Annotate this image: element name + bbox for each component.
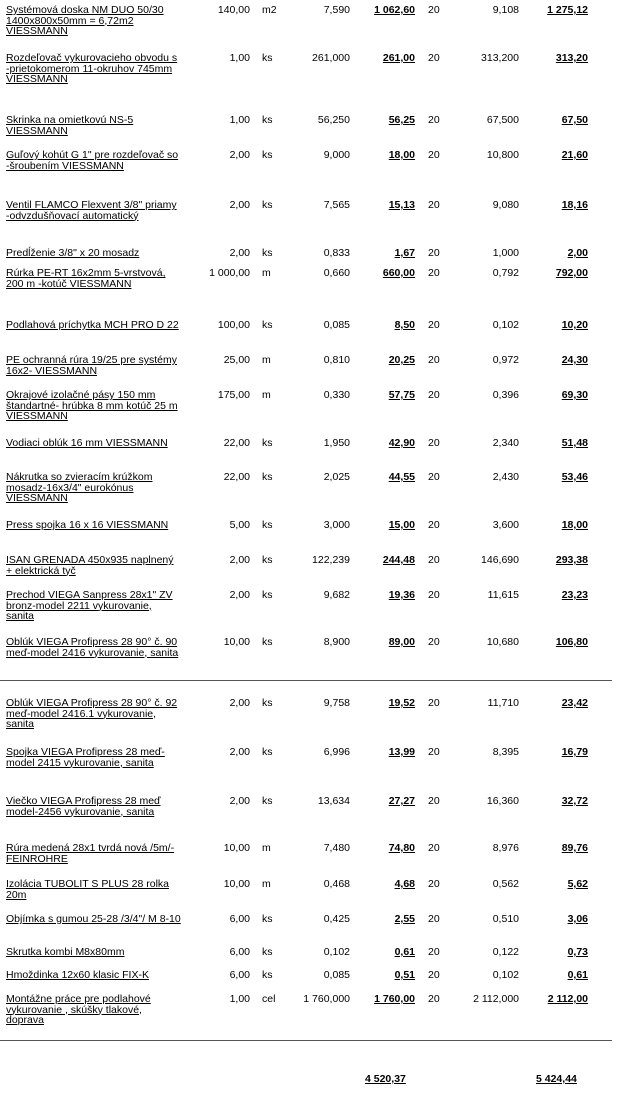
item-total-vat: 51,48 — [561, 437, 588, 449]
item-unit-price-vat: 313,200 — [481, 52, 519, 64]
item-unit: cel — [262, 993, 276, 1005]
item-quantity: 2,00 — [229, 554, 250, 566]
item-unit-price-vat: 2,340 — [492, 437, 519, 449]
item-unit-price: 0,102 — [323, 946, 350, 958]
item-unit-price-vat: 0,122 — [492, 946, 519, 958]
item-quantity: 22,00 — [223, 471, 250, 483]
item-name: Rúra medená 28x1 tvrdá nová /5m/-FEINROHRE — [6, 842, 175, 865]
item-name: Guľový kohút G 1" pre rozdeľovač so -šroubením VIESSMANN — [6, 149, 179, 172]
item-name: ISAN GRENADA 450x935 naplnený + elektrická tyč — [6, 554, 174, 577]
item-unit: ks — [262, 795, 273, 807]
item-total-vat: 24,30 — [561, 354, 588, 366]
item-total-vat: 10,20 — [561, 319, 588, 331]
totals-separator-line — [0, 1040, 612, 1041]
item-total: 27,27 — [388, 795, 415, 807]
item-quantity: 2,00 — [229, 149, 250, 161]
item-unit-price: 9,000 — [323, 149, 350, 161]
item-unit-price-vat: 11,710 — [487, 697, 519, 709]
item-vat-rate: 20 — [428, 319, 440, 331]
item-vat-rate: 20 — [428, 519, 440, 531]
item-unit-price-vat: 0,396 — [492, 389, 519, 401]
item-name: PE ochranná rúra 19/25 pre systémy 16x2- VIESSMANN — [6, 354, 178, 377]
item-name: Montážne práce pre podlahové vykurovanie , skúšky tlakové, doprava — [6, 993, 151, 1026]
item-name: Prechod VIEGA Sanpress 28x1" ZV bronz-model 2211 vykurovanie, sanita — [6, 589, 173, 622]
item-unit-price: 0,810 — [323, 354, 350, 366]
item-unit: ks — [262, 319, 273, 331]
item-total-vat: 18,00 — [561, 519, 588, 531]
item-vat-rate: 20 — [428, 993, 440, 1005]
item-unit: ks — [262, 913, 273, 925]
item-total-vat: 313,20 — [555, 52, 588, 64]
item-total-vat: 67,50 — [561, 114, 588, 126]
item-total-vat: 792,00 — [555, 267, 588, 279]
item-unit-price-vat: 0,972 — [492, 354, 519, 366]
item-quantity: 2,00 — [229, 589, 250, 601]
item-total: 18,00 — [388, 149, 415, 161]
item-name: Objímka s gumou 25-28 /3/4"/ M 8-10 — [6, 913, 181, 925]
item-unit: m — [262, 354, 271, 366]
item-name: Podlahová príchytka MCH PRO D 22 — [6, 319, 179, 331]
item-unit-price: 0,660 — [323, 267, 350, 279]
item-unit-price: 1,950 — [323, 437, 350, 449]
item-unit-price-vat: 0,510 — [492, 913, 519, 925]
item-quantity: 6,00 — [229, 946, 250, 958]
item-name: Okrajové izolačné pásy 150 mm štandartné- hrúbka 8 mm kotúč 25 m VIESSMANN — [6, 389, 178, 422]
item-unit-price-vat: 2 112,000 — [473, 993, 519, 1005]
item-unit-price-vat: 0,102 — [492, 969, 519, 981]
item-unit: m2 — [262, 4, 277, 16]
item-unit-price: 7,565 — [323, 199, 350, 211]
item-vat-rate: 20 — [428, 878, 440, 890]
item-unit-price: 8,900 — [323, 636, 350, 648]
item-unit: ks — [262, 589, 273, 601]
item-total-vat: 2 112,00 — [547, 993, 588, 1005]
item-total-vat: 1 275,12 — [547, 4, 588, 16]
item-total: 4,68 — [394, 878, 415, 890]
item-quantity: 2,00 — [229, 199, 250, 211]
item-unit: ks — [262, 114, 273, 126]
item-vat-rate: 20 — [428, 795, 440, 807]
item-vat-rate: 20 — [428, 4, 440, 16]
item-quantity: 2,00 — [229, 746, 250, 758]
item-total: 74,80 — [388, 842, 415, 854]
item-unit: ks — [262, 554, 273, 566]
item-unit: ks — [262, 697, 273, 709]
item-total: 261,00 — [382, 52, 415, 64]
item-name: Hmoždinka 12x60 klasic FIX-K — [6, 969, 149, 981]
item-total: 1,67 — [394, 247, 415, 259]
item-name: Skrutka kombi M8x80mm — [6, 946, 125, 958]
item-unit: ks — [262, 746, 273, 758]
item-vat-rate: 20 — [428, 149, 440, 161]
item-unit: ks — [262, 471, 273, 483]
item-quantity: 100,00 — [217, 319, 250, 331]
item-unit-price-vat: 1,000 — [492, 247, 519, 259]
item-vat-rate: 20 — [428, 389, 440, 401]
item-unit-price-vat: 8,395 — [492, 746, 519, 758]
item-unit: m — [262, 389, 271, 401]
item-total: 56,25 — [388, 114, 415, 126]
item-quantity: 6,00 — [229, 913, 250, 925]
item-unit: m — [262, 267, 271, 279]
item-unit-price: 7,590 — [323, 4, 350, 16]
item-unit-price: 9,682 — [323, 589, 350, 601]
item-unit-price: 0,330 — [323, 389, 350, 401]
item-unit-price: 9,758 — [323, 697, 350, 709]
item-vat-rate: 20 — [428, 52, 440, 64]
item-unit-price: 56,250 — [317, 114, 350, 126]
item-quantity: 10,00 — [223, 636, 250, 648]
item-unit-price: 1 760,000 — [303, 993, 350, 1005]
item-unit-price-vat: 0,562 — [492, 878, 519, 890]
item-vat-rate: 20 — [428, 946, 440, 958]
grand-total-with-vat: 5 424,44 — [536, 1073, 577, 1085]
item-unit-price: 6,996 — [323, 746, 350, 758]
item-unit-price: 0,085 — [323, 319, 350, 331]
item-total: 15,13 — [388, 199, 415, 211]
item-quantity: 10,00 — [223, 878, 250, 890]
item-total-vat: 5,62 — [567, 878, 588, 890]
item-unit-price-vat: 16,360 — [486, 795, 519, 807]
item-unit-price-vat: 10,800 — [486, 149, 519, 161]
item-unit-price-vat: 10,680 — [486, 636, 519, 648]
item-total: 1 760,00 — [374, 993, 415, 1005]
item-unit: ks — [262, 519, 273, 531]
item-unit-price: 0,425 — [323, 913, 350, 925]
item-total: 42,90 — [388, 437, 415, 449]
item-unit-price: 2,025 — [323, 471, 350, 483]
item-unit: m — [262, 842, 271, 854]
item-vat-rate: 20 — [428, 267, 440, 279]
item-name: Spojka VIEGA Profipress 28 meď-model 2415 vykurovanie, sanita — [6, 746, 165, 769]
item-total-vat: 18,16 — [561, 199, 588, 211]
item-unit: ks — [262, 199, 273, 211]
item-total: 89,00 — [388, 636, 415, 648]
item-unit-price-vat: 8,976 — [492, 842, 519, 854]
item-unit-price: 122,239 — [312, 554, 350, 566]
item-total: 2,55 — [394, 913, 415, 925]
grand-total: 4 520,37 — [365, 1073, 406, 1085]
item-quantity: 2,00 — [229, 795, 250, 807]
item-vat-rate: 20 — [428, 969, 440, 981]
item-vat-rate: 20 — [428, 471, 440, 483]
item-quantity: 2,00 — [229, 697, 250, 709]
item-total-vat: 3,06 — [567, 913, 588, 925]
item-unit: ks — [262, 149, 273, 161]
item-unit-price: 3,000 — [323, 519, 350, 531]
item-vat-rate: 20 — [428, 199, 440, 211]
item-vat-rate: 20 — [428, 554, 440, 566]
item-vat-rate: 20 — [428, 354, 440, 366]
item-total: 20,25 — [388, 354, 415, 366]
item-total-vat: 0,61 — [567, 969, 588, 981]
item-quantity: 10,00 — [223, 842, 250, 854]
item-vat-rate: 20 — [428, 636, 440, 648]
item-total: 13,99 — [388, 746, 415, 758]
item-unit: ks — [262, 247, 273, 259]
item-total: 19,36 — [388, 589, 415, 601]
item-total: 57,75 — [388, 389, 415, 401]
item-vat-rate: 20 — [428, 746, 440, 758]
item-unit: ks — [262, 636, 273, 648]
item-unit-price: 0,085 — [323, 969, 350, 981]
item-total-vat: 69,30 — [561, 389, 588, 401]
item-vat-rate: 20 — [428, 114, 440, 126]
item-name: Vodiaci oblúk 16 mm VIESSMANN — [6, 437, 168, 449]
item-unit-price-vat: 9,080 — [492, 199, 519, 211]
item-quantity: 22,00 — [223, 437, 250, 449]
item-name: Press spojka 16 x 16 VIESSMANN — [6, 519, 169, 531]
item-vat-rate: 20 — [428, 589, 440, 601]
item-quantity: 25,00 — [223, 354, 250, 366]
item-unit-price: 0,468 — [323, 878, 350, 890]
item-total: 244,48 — [382, 554, 415, 566]
item-unit: ks — [262, 946, 273, 958]
item-total-vat: 106,80 — [555, 636, 588, 648]
item-total-vat: 23,42 — [561, 697, 588, 709]
item-total-vat: 53,46 — [561, 471, 588, 483]
item-vat-rate: 20 — [428, 247, 440, 259]
item-name: Rozdeľovač vykurovacieho obvodu s -prietokomerom 11-okruhov 745mm VIESSMANN — [6, 52, 178, 85]
item-total-vat: 89,76 — [561, 842, 588, 854]
item-total: 0,51 — [394, 969, 415, 981]
item-vat-rate: 20 — [428, 697, 440, 709]
item-total: 15,00 — [388, 519, 415, 531]
item-total: 19,52 — [388, 697, 415, 709]
item-unit-price-vat: 2,430 — [492, 471, 519, 483]
item-name: Izolácia TUBOLIT S PLUS 28 rolka 20m — [6, 878, 170, 901]
item-unit: ks — [262, 52, 273, 64]
item-unit-price-vat: 3,600 — [492, 519, 519, 531]
item-total-vat: 2,00 — [567, 247, 588, 259]
item-quantity: 140,00 — [217, 4, 250, 16]
item-quantity: 1 000,00 — [209, 267, 250, 279]
item-total-vat: 21,60 — [561, 149, 588, 161]
item-name: Rúrka PE-RT 16x2mm 5-vrstvová, 200 m -kotúč VIESSMANN — [6, 267, 166, 290]
item-unit: m — [262, 878, 271, 890]
item-unit-price-vat: 11,615 — [487, 589, 519, 601]
item-unit-price: 261,000 — [312, 52, 350, 64]
item-unit-price: 0,833 — [323, 247, 350, 259]
item-unit: ks — [262, 437, 273, 449]
item-total-vat: 23,23 — [561, 589, 588, 601]
item-quantity: 2,00 — [229, 247, 250, 259]
item-unit-price-vat: 0,792 — [492, 267, 519, 279]
item-vat-rate: 20 — [428, 842, 440, 854]
item-unit: ks — [262, 969, 273, 981]
item-total-vat: 16,79 — [561, 746, 588, 758]
item-quantity: 1,00 — [229, 993, 250, 1005]
item-name: Ventil FLAMCO Flexvent 3/8" priamy -odvzdušňovací automatický — [6, 199, 177, 222]
item-name: Skrinka na omietkovú NS-5 VIESSMANN — [6, 114, 134, 137]
item-total-vat: 293,38 — [555, 554, 588, 566]
item-name: Systémová doska NM DUO 50/30 1400x800x50mm = 6,72m2 VIESSMANN — [6, 4, 164, 37]
item-quantity: 1,00 — [229, 114, 250, 126]
item-total-vat: 0,73 — [567, 946, 588, 958]
item-vat-rate: 20 — [428, 437, 440, 449]
item-unit-price-vat: 146,690 — [481, 554, 519, 566]
page-break-line — [0, 680, 612, 681]
item-quantity: 175,00 — [217, 389, 250, 401]
item-unit-price: 7,480 — [323, 842, 350, 854]
item-total-vat: 32,72 — [561, 795, 588, 807]
item-total: 1 062,60 — [374, 4, 415, 16]
item-unit-price-vat: 0,102 — [492, 319, 519, 331]
item-quantity: 1,00 — [229, 52, 250, 64]
item-total: 44,55 — [388, 471, 415, 483]
item-name: Viečko VIEGA Profipress 28 meď model-2456 vykurovanie, sanita — [6, 795, 161, 818]
item-name: Oblúk VIEGA Profipress 28 90° č. 92 meď-model 2416.1 vykurovanie, sanita — [6, 697, 178, 730]
item-unit-price-vat: 9,108 — [492, 4, 519, 16]
item-name: Predĺženie 3/8" x 20 mosadz — [6, 247, 140, 259]
item-total: 660,00 — [382, 267, 415, 279]
item-name: Nákrutka so zvieracím krúžkom mosadz-16x3/4" eurokónus VIESSMANN — [6, 471, 153, 504]
item-total: 0,61 — [394, 946, 415, 958]
item-name: Oblúk VIEGA Profipress 28 90° č. 90 meď-model 2416 vykurovanie, sanita — [6, 636, 179, 659]
item-unit-price: 13,634 — [317, 795, 350, 807]
item-total: 8,50 — [394, 319, 415, 331]
item-quantity: 5,00 — [229, 519, 250, 531]
item-vat-rate: 20 — [428, 913, 440, 925]
item-quantity: 6,00 — [229, 969, 250, 981]
item-unit-price-vat: 67,500 — [486, 114, 519, 126]
